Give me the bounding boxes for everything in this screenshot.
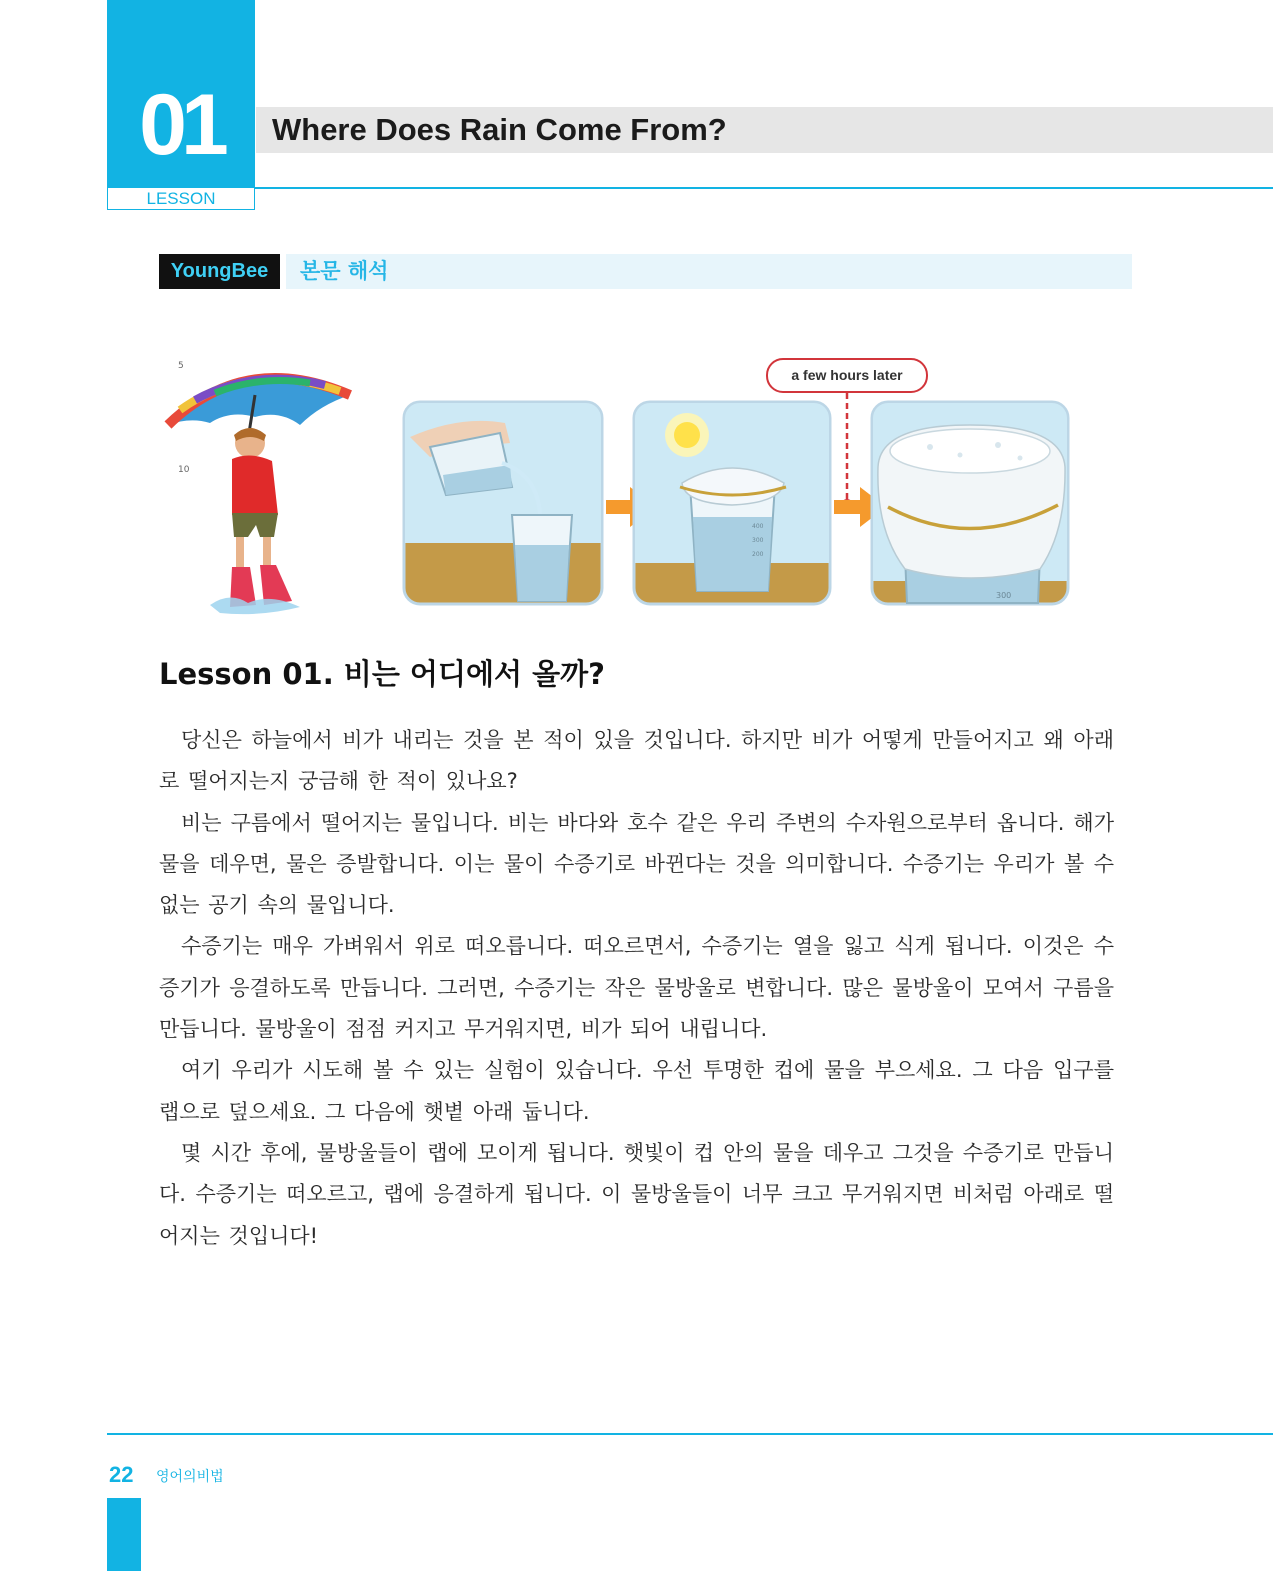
beaker-mark: 300 (996, 591, 1012, 600)
book-title: 영어의비법 (156, 1469, 224, 1485)
brand-tag: YoungBee (159, 254, 280, 289)
beaker-mark: 400 (752, 523, 764, 530)
footer-divider (107, 1433, 1273, 1435)
page-number: 22 (109, 1462, 134, 1487)
lesson-number: 01 (139, 77, 223, 173)
section-label-bar (286, 254, 1132, 289)
experiment-illustration (160, 355, 1080, 625)
callout-label: a few hours later (791, 367, 903, 383)
lesson-label: LESSON (107, 188, 255, 210)
footer-accent-block (107, 1498, 141, 1571)
panel-pouring-water (404, 402, 602, 604)
paragraph: 당신은 하늘에서 비가 내리는 것을 본 적이 있을 것입니다. 하지만 비가 어떻게 만들어지고 왜 아래로 떨어지는지 궁금해 한 적이 있나요? (159, 728, 1114, 794)
header-divider (255, 187, 1273, 189)
paragraph: 몇 시간 후에, 물방울들이 랩에 모이게 됩니다. 햇빛이 컵 안의 물을 데우고 그것을 수증기로 만듭니다. 수증기는 떠오르고, 랩에 응결하게 됩니다. 이 물방울들이 너무 크고 무거워지면 비처럼 아래로 떨어지는 것입니다! (159, 1140, 1114, 1248)
section-label: 본문 해석 (300, 259, 389, 283)
child-with-umbrella-picture (168, 378, 350, 614)
lesson-badge (107, 0, 255, 188)
lesson-heading: Lesson 01. 비는 어디에서 올까? (159, 657, 605, 691)
paragraph: 비는 구름에서 떨어지는 물입니다. 비는 바다와 호수 같은 우리 주변의 수자원으로부터 옵니다. 해가 물을 데우면, 물은 증발합니다. 이는 물이 수증기로 바뀐다는 것을 의미합니다. 수증기는 우리가 볼 수 없는 공기 속의 물입니다. (159, 810, 1114, 918)
line-number-5: 5 (178, 361, 184, 371)
beaker-mark: 200 (752, 551, 764, 558)
panel-beaker-in-sun (634, 402, 830, 604)
illustration (160, 355, 1080, 625)
line-number-10: 10 (178, 465, 190, 475)
beaker-mark: 300 (752, 537, 764, 544)
paragraph: 수증기는 매우 가벼워서 위로 떠오릅니다. 떠오르면서, 수증기는 열을 잃고 식게 됩니다. 이것은 수증기가 응결하도록 만듭니다. 그러면, 수증기는 작은 물방울로 변합니다. 많은 물방울이 모여서 구름을 만듭니다. 물방울이 점점 커지고 무거워지면, 비가 되어 내립니다. (159, 934, 1114, 1042)
panel-condensation (872, 402, 1068, 604)
page-title: Where Does Rain Come From? (272, 112, 727, 147)
title-bar (256, 107, 1273, 153)
paragraph: 여기 우리가 시도해 볼 수 있는 실험이 있습니다. 우선 투명한 컵에 물을 부으세요. 그 다음 입구를 랩으로 덮으세요. 그 다음에 햇볕 아래 둡니다. (159, 1058, 1114, 1124)
translation-body (159, 720, 1114, 1257)
